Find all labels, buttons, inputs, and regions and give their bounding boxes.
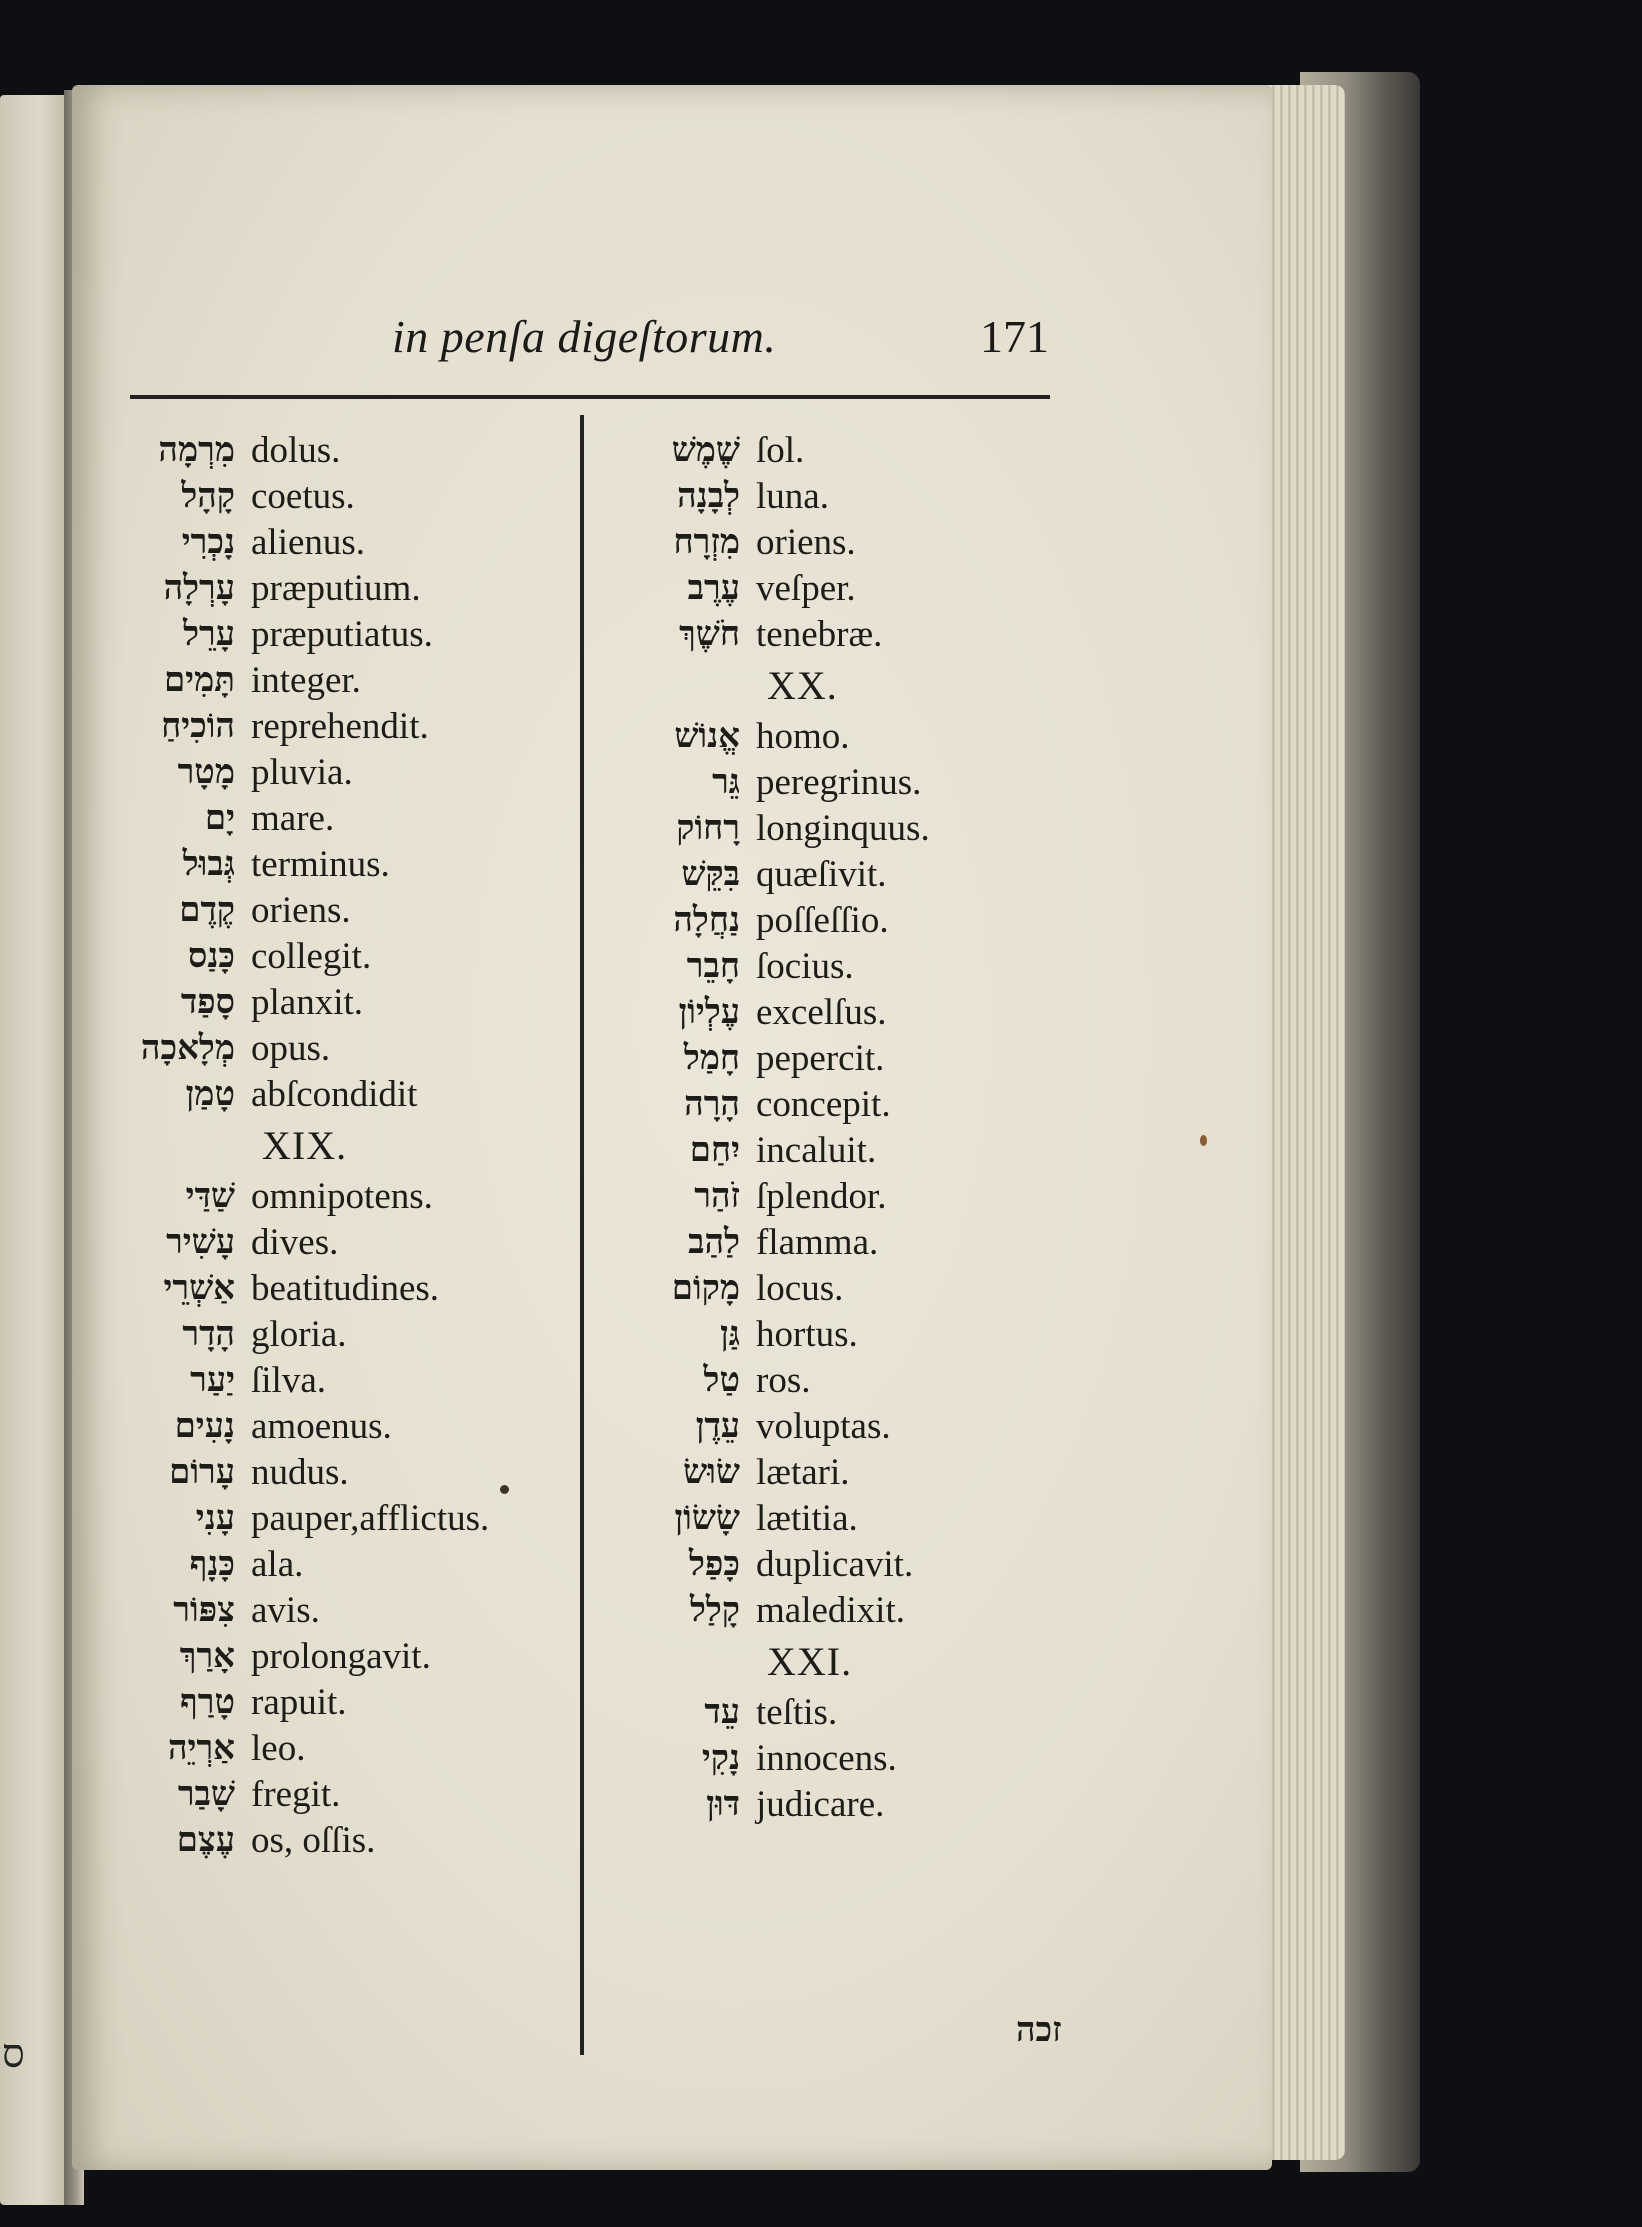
- latin-gloss: præputiatus.: [251, 613, 433, 655]
- latin-gloss: luna.: [756, 475, 829, 517]
- vocabulary-entry: [632, 473, 1052, 519]
- latin-gloss: abſcondidit: [251, 1073, 418, 1115]
- hebrew-word: טַל: [703, 1360, 740, 1400]
- latin-gloss: alienus.: [251, 521, 366, 563]
- vocabulary-entry: [127, 1219, 547, 1265]
- hebrew-word: חָמַל: [683, 1038, 740, 1078]
- vocabulary-entry: [632, 611, 1052, 657]
- hebrew-word: עֶלְיוֹן: [678, 992, 740, 1032]
- latin-gloss: teſtis.: [756, 1691, 838, 1733]
- hebrew-word: נָכְרִי: [181, 522, 235, 562]
- hebrew-word: לַהַב: [688, 1222, 740, 1262]
- hebrew-word: רָחוֹק: [676, 808, 740, 848]
- vocabulary-entry: [632, 989, 1052, 1035]
- hebrew-word: הָדָר: [182, 1314, 235, 1354]
- vocabulary-entry: [632, 1541, 1052, 1587]
- latin-gloss: longinquus.: [756, 807, 930, 849]
- hebrew-word: תָּמִים: [163, 660, 235, 700]
- hebrew-word: לְבָנָה: [677, 476, 740, 516]
- vocabulary-entry: [127, 703, 547, 749]
- hebrew-word: מָקוֹם: [671, 1268, 740, 1308]
- latin-gloss: planxit.: [251, 981, 364, 1023]
- right-column: [632, 427, 1052, 1827]
- hebrew-word: אַשְׁרֵי: [163, 1268, 235, 1308]
- hebrew-word: גֵּר: [712, 762, 740, 802]
- vocabulary-entry: [127, 795, 547, 841]
- vocabulary-entry: [127, 611, 547, 657]
- hebrew-word: גַּן: [720, 1314, 740, 1354]
- vocabulary-entry: [632, 713, 1052, 759]
- vocabulary-entry: [127, 1633, 547, 1679]
- latin-gloss: lætari.: [756, 1451, 850, 1493]
- vocabulary-entry: [632, 851, 1052, 897]
- vocabulary-entry: [127, 1403, 547, 1449]
- latin-gloss: dives.: [251, 1221, 339, 1263]
- latin-gloss: quæſivit.: [756, 853, 887, 895]
- latin-gloss: coetus.: [251, 475, 355, 517]
- vocabulary-entry: [127, 473, 547, 519]
- hebrew-word: מָטָר: [177, 752, 235, 792]
- latin-gloss: oriens.: [251, 889, 351, 931]
- latin-gloss: concepit.: [756, 1083, 891, 1125]
- vocabulary-entry: [632, 1173, 1052, 1219]
- latin-gloss: pauper,afflictus.: [251, 1497, 490, 1539]
- right-entries-a: [632, 427, 1052, 657]
- vocabulary-entry: [632, 1403, 1052, 1449]
- vocabulary-entry: [127, 933, 547, 979]
- vocabulary-entry: [127, 1541, 547, 1587]
- latin-gloss: veſper.: [756, 567, 856, 609]
- hebrew-word: כָּנָף: [189, 1544, 235, 1584]
- latin-gloss: opus.: [251, 1027, 331, 1069]
- vocabulary-entry: [127, 427, 547, 473]
- latin-gloss: tenebræ.: [756, 613, 883, 655]
- latin-gloss: judicare.: [756, 1783, 885, 1825]
- latin-gloss: rapuit.: [251, 1681, 347, 1723]
- latin-gloss: beatitudines.: [251, 1267, 440, 1309]
- vocabulary-entry: [127, 565, 547, 611]
- left-entries-a: [127, 427, 547, 1117]
- catchword: זכה: [1016, 2010, 1062, 2050]
- latin-gloss: ſol.: [756, 429, 805, 471]
- hebrew-word: אֱנוֹשׁ: [674, 716, 740, 756]
- latin-gloss: excelſus.: [756, 991, 887, 1033]
- vocabulary-entry: [632, 1449, 1052, 1495]
- page-header: [72, 310, 1272, 380]
- latin-gloss: nudus.: [251, 1451, 349, 1493]
- hebrew-word: מִרְמָה: [158, 430, 235, 470]
- hebrew-word: קֶדֶם: [179, 890, 235, 930]
- vocabulary-entry: [632, 1495, 1052, 1541]
- vocabulary-entry: [127, 1771, 547, 1817]
- section-heading-xxi: XXI.: [767, 1638, 853, 1684]
- previous-page-edge: [0, 95, 72, 2205]
- latin-gloss: integer.: [251, 659, 361, 701]
- latin-gloss: ſplendor.: [756, 1175, 887, 1217]
- vocabulary-entry: [127, 1357, 547, 1403]
- hebrew-word: עָרְלָה: [163, 568, 235, 608]
- vocabulary-entry: [632, 1081, 1052, 1127]
- header-rule: [130, 395, 1050, 399]
- vocabulary-entry: [127, 1495, 547, 1541]
- hebrew-word: עֵד: [704, 1692, 740, 1732]
- hebrew-word: מְלָאכָה: [140, 1028, 235, 1068]
- vocabulary-entry: [127, 1173, 547, 1219]
- hebrew-word: יַעַר: [190, 1360, 235, 1400]
- latin-gloss: hortus.: [756, 1313, 858, 1355]
- hebrew-word: הוֹכִיחַ: [161, 706, 235, 746]
- vocabulary-entry: [632, 1689, 1052, 1735]
- vocabulary-entry: [632, 943, 1052, 989]
- hebrew-word: נָעִים: [174, 1406, 235, 1446]
- hebrew-word: עֶצֶם: [176, 1820, 235, 1860]
- vocabulary-entry: [127, 1449, 547, 1495]
- latin-gloss: ſocius.: [756, 945, 854, 987]
- vocabulary-entry: [127, 887, 547, 933]
- vocabulary-entry: [632, 759, 1052, 805]
- hebrew-word: שָׁבַר: [177, 1774, 235, 1814]
- latin-gloss: terminus.: [251, 843, 390, 885]
- page-number: 171: [980, 311, 1049, 362]
- page: [72, 85, 1272, 2170]
- latin-gloss: fregit.: [251, 1773, 341, 1815]
- vocabulary-entry: [632, 1781, 1052, 1827]
- vocabulary-entry: [632, 1035, 1052, 1081]
- latin-gloss: voluptas.: [756, 1405, 891, 1447]
- latin-gloss: innocens.: [756, 1737, 897, 1779]
- hebrew-word: חָבֵר: [686, 946, 740, 986]
- vocabulary-entry: [127, 1679, 547, 1725]
- left-entries-b: [127, 1173, 547, 1863]
- latin-gloss: os, oſſis.: [251, 1819, 376, 1861]
- latin-gloss: ala.: [251, 1543, 304, 1585]
- latin-gloss: maledixit.: [756, 1589, 905, 1631]
- vocabulary-entry: [127, 841, 547, 887]
- vocabulary-entry: [632, 1311, 1052, 1357]
- running-head: in penſa digeſtorum.: [392, 311, 777, 362]
- vocabulary-entry: [127, 1311, 547, 1357]
- latin-gloss: peregrinus.: [756, 761, 922, 803]
- latin-gloss: prolongavit.: [251, 1635, 431, 1677]
- vocabulary-entry: [127, 657, 547, 703]
- vocabulary-entry: [127, 1725, 547, 1771]
- hebrew-word: יָם: [204, 798, 235, 838]
- vocabulary-entry: [632, 1127, 1052, 1173]
- hebrew-word: שָׂשׂוֹן: [674, 1498, 740, 1538]
- ink-speck: [500, 1485, 509, 1494]
- hebrew-word: עָנִי: [195, 1498, 235, 1538]
- vocabulary-entry: [127, 1265, 547, 1311]
- vocabulary-entry: [632, 565, 1052, 611]
- hebrew-word: עֶרֶב: [687, 568, 740, 608]
- vocabulary-entry: [127, 1587, 547, 1633]
- latin-gloss: flamma.: [756, 1221, 879, 1263]
- hebrew-word: נָקִי: [701, 1738, 740, 1778]
- latin-gloss: omnipotens.: [251, 1175, 433, 1217]
- hebrew-word: עָרֵל: [183, 614, 235, 654]
- section-heading-xix: XIX.: [262, 1122, 348, 1168]
- latin-gloss: oriens.: [756, 521, 856, 563]
- vocabulary-entry: [127, 1025, 547, 1071]
- hebrew-word: כָּנַס: [187, 936, 235, 976]
- vocabulary-entry: [127, 1817, 547, 1863]
- vocabulary-entry: [632, 519, 1052, 565]
- hebrew-word: גְּבוּל: [182, 844, 235, 884]
- vocabulary-entry: [632, 1265, 1052, 1311]
- hebrew-word: אַרְיֵה: [167, 1728, 235, 1768]
- hebrew-word: שַׁדַּי: [185, 1176, 235, 1216]
- hebrew-word: שׂוּשׂ: [683, 1452, 740, 1492]
- vocabulary-entry: [632, 805, 1052, 851]
- hebrew-word: יִחַם: [689, 1130, 740, 1170]
- section-heading-xx: XX.: [767, 662, 838, 708]
- latin-gloss: gloria.: [251, 1313, 347, 1355]
- column-divider: [580, 415, 584, 2055]
- hebrew-word: הָרָה: [684, 1084, 740, 1124]
- vocabulary-entry: [632, 1735, 1052, 1781]
- hebrew-word: עֵדֶן: [695, 1406, 740, 1446]
- vocabulary-entry: [632, 1219, 1052, 1265]
- latin-gloss: ros.: [756, 1359, 811, 1401]
- vocabulary-entry: [632, 897, 1052, 943]
- hebrew-word: טָרַף: [180, 1682, 235, 1722]
- hebrew-word: אָרַךְ: [179, 1636, 235, 1676]
- latin-gloss: duplicavit.: [756, 1543, 914, 1585]
- hebrew-word: קָהָל: [181, 476, 235, 516]
- latin-gloss: reprehendit.: [251, 705, 429, 747]
- latin-gloss: poſſeſſio.: [756, 899, 889, 941]
- hebrew-word: עָשִׁיר: [166, 1222, 235, 1262]
- latin-gloss: mare.: [251, 797, 335, 839]
- latin-gloss: dolus.: [251, 429, 341, 471]
- hebrew-word: בִּקֵּשׁ: [681, 854, 740, 894]
- hebrew-word: נַחֲלָה: [673, 900, 740, 940]
- latin-gloss: pepercit.: [756, 1037, 885, 1079]
- latin-gloss: avis.: [251, 1589, 320, 1631]
- hebrew-word: קָלַל: [689, 1590, 740, 1630]
- vocabulary-entry: [127, 519, 547, 565]
- hebrew-word: דּוּן: [706, 1784, 740, 1824]
- left-column: [127, 427, 547, 1863]
- hebrew-word: שֶׁמֶשׁ: [671, 430, 740, 470]
- latin-gloss: homo.: [756, 715, 850, 757]
- vocabulary-entry: [127, 749, 547, 795]
- right-entries-c: [632, 1689, 1052, 1827]
- ink-speck: [1200, 1135, 1207, 1146]
- hebrew-word: זֹהַר: [694, 1176, 740, 1216]
- hebrew-word: חֹשֶׁךְ: [679, 614, 740, 654]
- latin-gloss: leo.: [251, 1727, 306, 1769]
- vocabulary-entry: [127, 1071, 547, 1117]
- latin-gloss: collegit.: [251, 935, 372, 977]
- hebrew-word: עָרוֹם: [169, 1452, 235, 1492]
- vocabulary-entry: [127, 979, 547, 1025]
- latin-gloss: locus.: [756, 1267, 844, 1309]
- vocabulary-entry: [632, 1587, 1052, 1633]
- latin-gloss: incaluit.: [756, 1129, 877, 1171]
- latin-gloss: ſilva.: [251, 1359, 327, 1401]
- hebrew-word: סָפַד: [180, 982, 235, 1022]
- hebrew-word: טָמַן: [185, 1074, 235, 1114]
- previous-page-glyph: ס: [2, 2031, 25, 2076]
- vocabulary-entry: [632, 427, 1052, 473]
- vocabulary-entry: [632, 1357, 1052, 1403]
- latin-gloss: pluvia.: [251, 751, 353, 793]
- latin-gloss: amoenus.: [251, 1405, 392, 1447]
- hebrew-word: כָּפַל: [688, 1544, 740, 1584]
- hebrew-word: מִזְרָח: [673, 522, 740, 562]
- right-entries-b: [632, 713, 1052, 1633]
- latin-gloss: præputium.: [251, 567, 421, 609]
- hebrew-word: צִפּוֹר: [173, 1590, 235, 1630]
- latin-gloss: lætitia.: [756, 1497, 858, 1539]
